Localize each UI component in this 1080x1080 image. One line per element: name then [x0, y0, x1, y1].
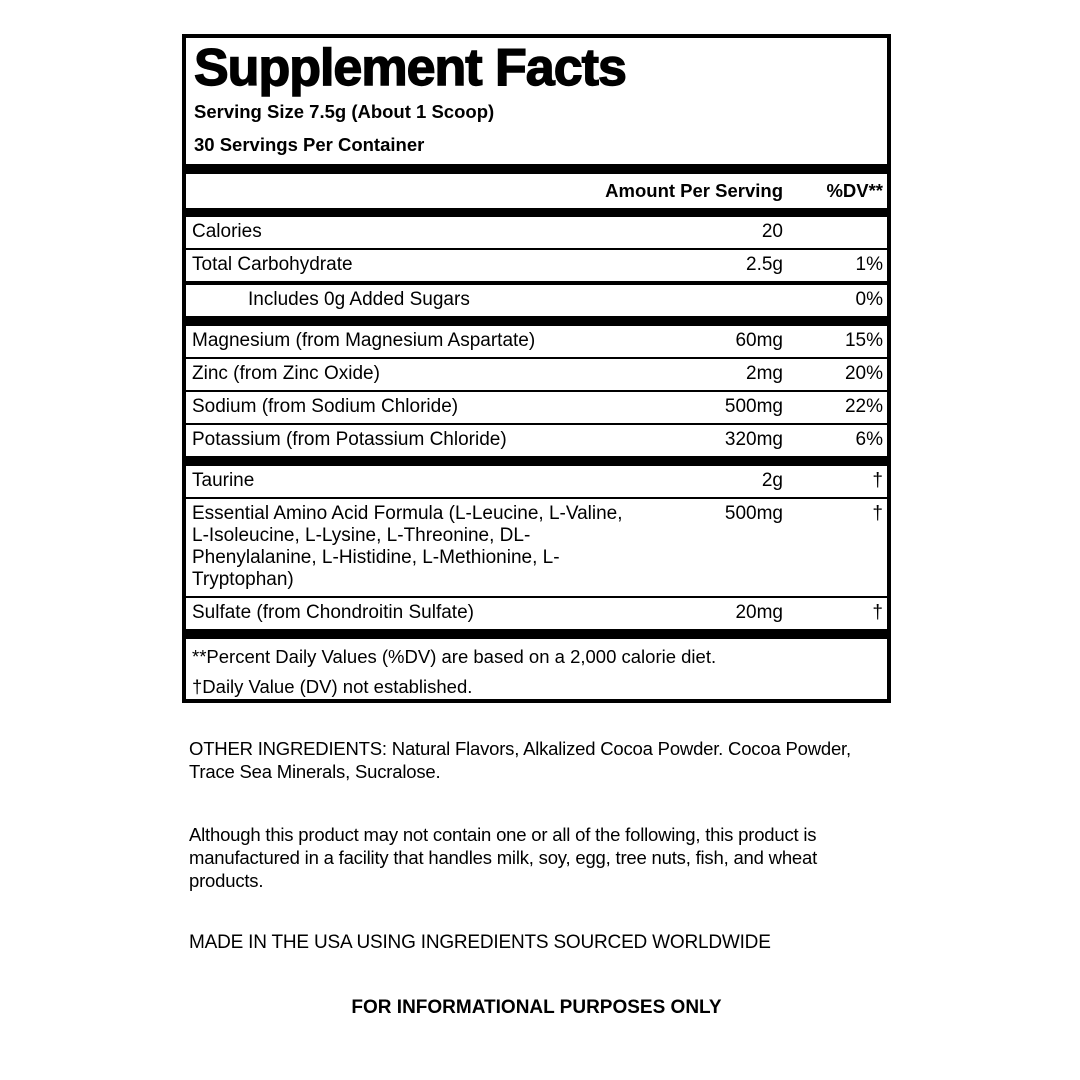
nutrient-name: Potassium (from Potassium Chloride) [192, 429, 507, 451]
thick-divider [186, 456, 887, 466]
nutrient-name: Sulfate (from Chondroitin Sulfate) [192, 602, 474, 624]
nutrient-dv: 20% [844, 363, 883, 385]
allergen-statement-text: Although this product may not contain one or all of the following, this product is manufactured in a facility that handles milk, soy, egg, tree nuts, fish, and wheat products. [189, 824, 818, 891]
nutrient-amount: 60mg [735, 330, 783, 352]
nutrient-amount: 20 [761, 221, 783, 243]
nutrient-amount: 500mg [724, 396, 783, 418]
nutrient-row-sulfate [186, 596, 887, 629]
amount-column-header: Amount Per Serving [605, 180, 783, 202]
panel-header [186, 38, 887, 164]
nutrient-dv: 22% [844, 396, 883, 418]
informational-purposes-text: FOR INFORMATIONAL PURPOSES ONLY [351, 997, 722, 1018]
nutrient-amount: 320mg [724, 429, 783, 451]
nutrient-amount: 500mg [724, 503, 783, 525]
nutrient-name: Zinc (from Zinc Oxide) [192, 363, 380, 385]
nutrient-name: Calories [192, 221, 262, 243]
footnote-percent-dv: **Percent Daily Values (%DV) are based on a 2,000 calorie diet. [192, 646, 717, 668]
thick-divider [186, 208, 887, 217]
nutrient-row-calories [186, 217, 887, 248]
serving-size: Serving Size 7.5g (About 1 Scoop) [194, 101, 495, 123]
nutrient-name: Total Carbohydrate [192, 254, 353, 276]
nutrient-dv: † [872, 470, 883, 492]
nutrient-name: Sodium (from Sodium Chloride) [192, 396, 459, 418]
nutrient-dv: † [872, 602, 883, 624]
nutrient-dv: 15% [844, 330, 883, 352]
nutrient-name: Taurine [192, 470, 255, 492]
dv-column-header: %DV** [826, 180, 883, 202]
nutrient-dv: 0% [855, 289, 883, 311]
footnotes [186, 639, 887, 704]
nutrient-row-sodium [186, 390, 887, 423]
thick-divider [186, 629, 887, 639]
nutrient-name: Magnesium (from Magnesium Aspartate) [192, 330, 536, 352]
nutrient-row-magnesium [186, 326, 887, 357]
thick-divider [186, 164, 887, 174]
footnote-dagger: †Daily Value (DV) not established. [192, 676, 473, 698]
nutrient-amount: 2.5g [746, 254, 783, 276]
nutrient-name: Includes 0g Added Sugars [248, 289, 470, 311]
thick-divider [186, 316, 887, 326]
nutrient-amount: 2g [761, 470, 783, 492]
nutrient-amount: 20mg [735, 602, 783, 624]
servings-per-container: 30 Servings Per Container [194, 134, 425, 156]
made-in-text: MADE IN THE USA USING INGREDIENTS SOURCED WORLDWIDE [189, 932, 771, 953]
nutrient-row-potassium [186, 423, 887, 456]
other-ingredients-text: OTHER INGREDIENTS: Natural Flavors, Alkalized Cocoa Powder. Cocoa Powder, Trace Sea Minerals, Sucralose. [189, 738, 851, 782]
nutrient-dv: † [872, 503, 883, 525]
supplement-facts-panel [182, 34, 891, 703]
nutrient-dv: 6% [855, 429, 883, 451]
nutrient-row-total-carbohydrate [186, 248, 887, 281]
panel-title: Supplement Facts [194, 39, 626, 97]
column-header-row [186, 174, 887, 208]
nutrient-dv: 1% [855, 254, 883, 276]
nutrient-row-added-sugars [186, 281, 887, 316]
nutrient-name: Essential Amino Acid Formula (L-Leucine, L-Valine, L-Isoleucine, L-Lysine, L-Threonine, DL-Phenylalanine, L-Histidine, L-Methionine, L-Tryptophan) [192, 503, 623, 591]
nutrient-row-taurine [186, 466, 887, 497]
nutrient-row-essential-amino-acids [186, 497, 887, 596]
nutrient-row-zinc [186, 357, 887, 390]
nutrient-amount: 2mg [746, 363, 783, 385]
